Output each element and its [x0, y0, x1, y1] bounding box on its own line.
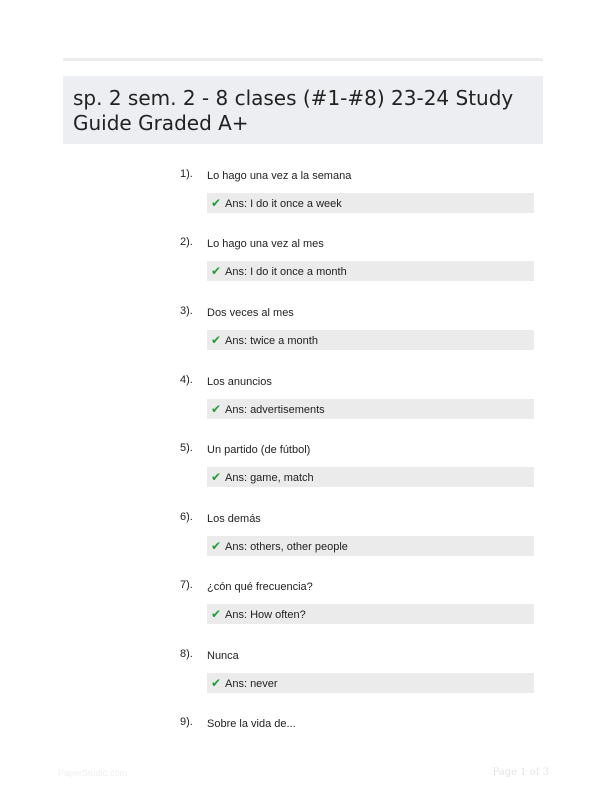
- title-banner: [63, 76, 543, 144]
- question-item: [0, 168, 606, 228]
- answer-text: Ans: never: [225, 678, 278, 690]
- check-icon: ✔: [211, 264, 222, 278]
- answer-box: [207, 673, 534, 693]
- answer-text: Ans: How often?: [225, 609, 306, 621]
- answer-box: [207, 536, 534, 556]
- top-divider: [63, 58, 543, 61]
- page-number: Page 1 of 3: [492, 767, 549, 778]
- answer-text: Ans: game, match: [225, 472, 314, 484]
- answer-text: Ans: twice a month: [225, 335, 318, 347]
- question-text: ¿cón qué frecuencia?: [207, 581, 313, 593]
- question-item: [0, 374, 606, 434]
- answer-text: Ans: advertisements: [225, 404, 325, 416]
- check-icon: ✔: [211, 333, 222, 347]
- answer-box: [207, 193, 534, 213]
- question-number: 3).: [180, 305, 193, 317]
- question-number: 7).: [180, 579, 193, 591]
- answer-box: [207, 399, 534, 419]
- question-item: [0, 648, 606, 708]
- question-item: [0, 236, 606, 296]
- check-icon: ✔: [211, 196, 222, 210]
- answer-box: [207, 261, 534, 281]
- answer-box: [207, 467, 534, 487]
- check-icon: ✔: [211, 607, 222, 621]
- answer-text: Ans: others, other people: [225, 541, 348, 553]
- question-text: Sobre la vida de...: [207, 718, 296, 730]
- question-number: 8).: [180, 648, 193, 660]
- answer-box: [207, 604, 534, 624]
- question-number: 5).: [180, 442, 193, 454]
- question-text: Nunca: [207, 650, 239, 662]
- check-icon: ✔: [211, 402, 222, 416]
- answer-box: [207, 330, 534, 350]
- question-text: Dos veces al mes: [207, 307, 294, 319]
- watermark: PaperStudio.com: [58, 768, 128, 778]
- question-number: 1).: [180, 168, 193, 180]
- answer-text: Ans: I do it once a week: [225, 198, 342, 210]
- question-item: [0, 511, 606, 571]
- check-icon: ✔: [211, 539, 222, 553]
- question-item: [0, 579, 606, 639]
- question-item: [0, 305, 606, 365]
- question-number: 6).: [180, 511, 193, 523]
- question-text: Lo hago una vez a la semana: [207, 170, 352, 182]
- question-number: 4).: [180, 374, 193, 386]
- question-text: Los demás: [207, 513, 261, 525]
- question-text: Los anuncios: [207, 376, 272, 388]
- page-title: sp. 2 sem. 2 - 8 clases (#1-#8) 23-24 Study Guide Graded A+: [73, 86, 514, 135]
- check-icon: ✔: [211, 470, 222, 484]
- answer-text: Ans: I do it once a month: [225, 266, 347, 278]
- check-icon: ✔: [211, 676, 222, 690]
- question-text: Un partido (de fútbol): [207, 444, 311, 456]
- question-text: Lo hago una vez al mes: [207, 238, 324, 250]
- question-number: 2).: [180, 236, 193, 248]
- question-number: 9).: [180, 716, 193, 728]
- question-item: [0, 442, 606, 502]
